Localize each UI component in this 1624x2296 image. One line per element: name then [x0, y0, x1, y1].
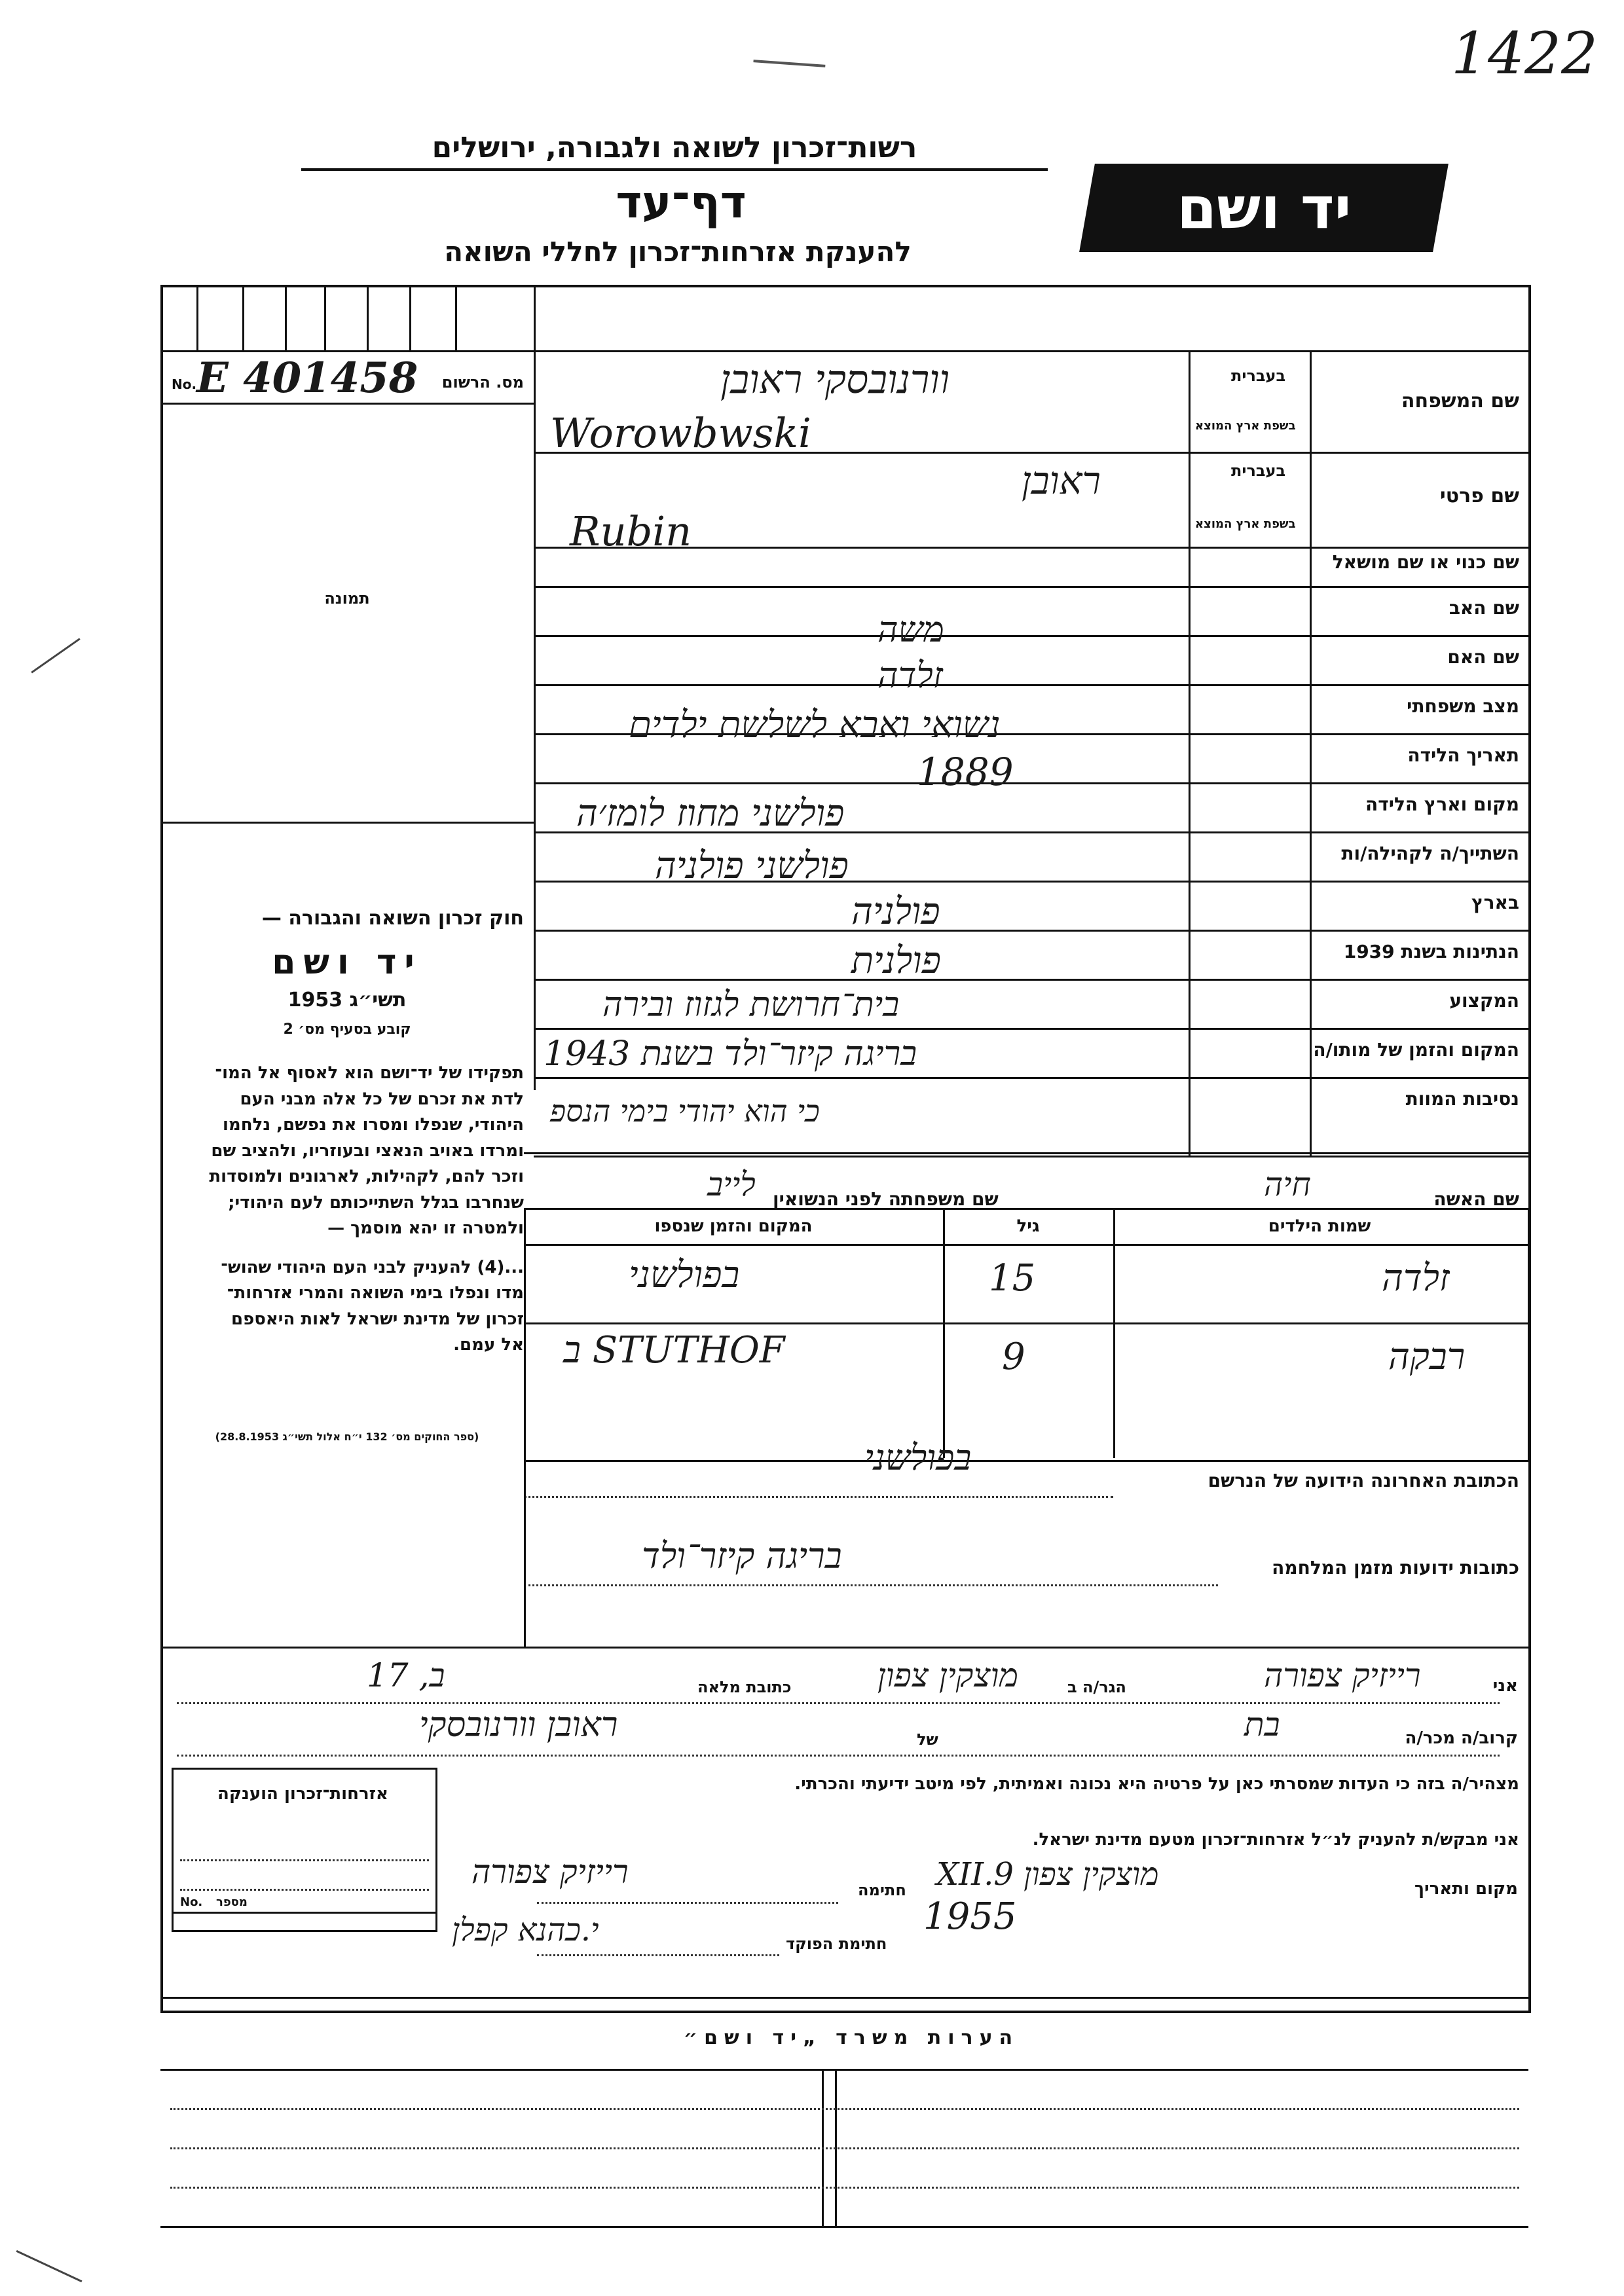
law-heading: חוק זכרון השואה והגבורה —: [261, 907, 524, 930]
table-row-child-1-name: זלדה: [1382, 1257, 1450, 1300]
citizenship-value: פולנית: [851, 939, 941, 982]
registration-no-label: No.: [172, 376, 197, 392]
law-line: ...(4) להעניק לבני העם היהודי שהוש־: [221, 1257, 524, 1277]
origin-label-2: בשפת ארץ המוצא: [1195, 517, 1296, 531]
place-date-label: מקום ותאריך: [1414, 1879, 1518, 1899]
certificate-no-label: No.: [180, 1895, 203, 1909]
last-address-label: הכתובת האחרונה הידועה של הנרשם: [1208, 1470, 1519, 1491]
form-subtitle: להענקת אזרחות־זכרון לחללי השואה: [444, 236, 912, 268]
first-name-hebrew: ראובן: [1022, 458, 1101, 503]
community-value: פולשני פולניה: [655, 845, 849, 887]
country-value: פולניה: [851, 890, 940, 933]
children-header-names: שמות הילדים: [1268, 1216, 1371, 1236]
wife-label: שם האשה: [1433, 1188, 1519, 1210]
request-text: אני מבקש/ת להעניק לנ״ל אזרחות־זכרון מטעם מדינת ישראל.: [1032, 1830, 1519, 1850]
profession-label: המקצוע: [1449, 990, 1519, 1011]
table-row-child-2-place: ב STUTHOF: [563, 1329, 785, 1372]
address-label: כתובת מלאה: [697, 1678, 792, 1696]
hebrew-label-2: בעברית: [1231, 462, 1286, 480]
father-value: משה: [877, 609, 944, 650]
logo-text: יד ושם: [1176, 174, 1352, 242]
family-name-hebrew: וורנובסקי ראובן: [720, 357, 950, 403]
of-value: ראובן וורנובסקי: [419, 1705, 618, 1745]
law-clause: קובע בסעיף מס׳ 2: [283, 1021, 411, 1038]
place-date-value: מוצקין צפון 9.XII: [936, 1856, 1159, 1893]
address-value: ב, 17: [367, 1656, 445, 1694]
wartime-address-label: כתובות ידועות מזמן המלחמה: [1272, 1557, 1519, 1578]
mother-label: שם האם: [1447, 646, 1519, 668]
marital-value: נשואי ואבא לשלשת ילדים: [629, 704, 1001, 746]
law-line: שנחרבו בגלל השתייכותם לעם היהודי;: [228, 1192, 524, 1212]
law-line: ומרדו באויב הנאצי ובעוזריו, ולהציב שם: [211, 1140, 524, 1161]
punch-mark: [753, 60, 826, 75]
community-label: השתייך/ה לקהילה/ות: [1341, 843, 1519, 864]
law-line: וזכר להם, לקהילות, לארגונים ולמוסדות: [209, 1167, 524, 1186]
nickname-label: שם כנוי או שם מושאל: [1332, 551, 1519, 573]
photo-label: תמונה: [324, 589, 370, 608]
signature-label: חתימה: [858, 1881, 906, 1899]
law-line: ולמטרה זו יהא מוסמך —: [327, 1218, 524, 1238]
table-row-child-1-age: 15: [989, 1257, 1036, 1300]
law-name: יד ושם: [272, 943, 422, 982]
birth-date-value: 1889: [917, 750, 1014, 794]
table-row-child-2-age: 9: [1002, 1336, 1025, 1378]
relation-value: בת: [1244, 1705, 1280, 1743]
profession-value: בית־חרושת לגזוז ובירה: [602, 985, 900, 1025]
law-line: אל עמם.: [453, 1335, 524, 1355]
declare-text: מצהיר/ה בזה כי העדות שמסרתי כאן על פרטיה היא נכונה ואמיתית, לפי מיטב ידיעתי והכרתי.: [794, 1774, 1519, 1794]
declarant-signature: רייזיק צפורה: [471, 1853, 629, 1891]
authority-line: רשות־זכרון לשואה ולגבורה, ירושלים: [301, 131, 1048, 171]
resident-value: מוצקין צפון: [877, 1656, 1019, 1694]
resident-label: הגר/ה ב: [1067, 1678, 1126, 1696]
country-label: בארץ: [1471, 892, 1519, 913]
hebrew-label-1: בעברית: [1231, 367, 1286, 385]
birth-place-value: פולשני מחוז לומז׳ה: [576, 792, 845, 835]
wife-value: חיה: [1264, 1165, 1311, 1203]
of-label: של: [917, 1730, 938, 1749]
children-header-age: גיל: [1016, 1216, 1040, 1236]
certificate-title: אזרחות־זכרון הוענקה: [217, 1784, 388, 1804]
table-row-child-2-name: רבקה: [1388, 1336, 1466, 1378]
year-value: 1955: [923, 1895, 1017, 1938]
first-name-origin: Rubin: [570, 507, 692, 555]
margin-mark: [16, 2250, 83, 2282]
officer-signature: י.כהנא קפלן: [452, 1912, 599, 1948]
registration-label: מס. הרשום: [441, 373, 524, 392]
children-header-place: המקום והזמן שנספו: [654, 1216, 813, 1236]
form-title: דף־עד: [616, 177, 747, 228]
birth-date-label: תאריך הלידה: [1407, 744, 1519, 766]
death-place-value: בריגה קיזר־ולד בשנת 1943: [544, 1034, 917, 1074]
wartime-address-value: בריגה קיזר־ולד: [642, 1535, 842, 1576]
relation-label: קרוב/ה מכר/ה: [1405, 1728, 1518, 1748]
archive-number: 1422: [1451, 20, 1598, 87]
office-notes-title: הערות משרד „יד ושם״: [683, 2026, 1020, 2049]
law-line: היהודי, שנפלו ומסרו את נפשם, נלחמו: [222, 1115, 524, 1135]
maiden-value: לייב: [707, 1165, 756, 1203]
law-line: תפקידו של יד־ושם הוא לאסוף אל המו־: [215, 1063, 524, 1083]
officer-signature-label: חתימת הפוקד: [786, 1935, 887, 1953]
death-cause-value: כי הוא יהודי בימי הנספ: [550, 1093, 820, 1129]
table-row-child-1-place: בפולשני: [629, 1254, 740, 1296]
father-label: שם האב: [1449, 597, 1519, 619]
death-place-label: המקום והזמן של מותו/ה: [1313, 1039, 1519, 1061]
law-source: (ספר החוקים מס׳ 132 י״ח אלול תשי״ג 28.8.1953): [215, 1430, 479, 1443]
citizenship-label: הנתינות בשנת 1939: [1343, 941, 1519, 962]
birth-place-label: מקום וארץ הלידה: [1365, 793, 1519, 815]
last-address-value: בפולשני: [864, 1437, 972, 1478]
law-year: תשי״ג 1953: [287, 989, 407, 1011]
law-line: לדת את זכרם של כל אלה מבני העם: [240, 1089, 524, 1109]
declarant-name: רייזיק צפורה: [1264, 1656, 1421, 1694]
registration-number: E 401458: [196, 354, 418, 403]
family-name-origin: Worowbwski: [550, 409, 811, 457]
death-cause-label: נסיבות המוות: [1405, 1088, 1519, 1110]
certificate-number-label: מספר: [216, 1895, 248, 1909]
declarant-i-label: אני: [1492, 1676, 1518, 1696]
law-line: זכרון של מדינת ישראל לאות היאספם: [231, 1309, 524, 1329]
law-body: [170, 1061, 524, 1358]
mother-value: זלדה: [877, 655, 943, 696]
yad-vashem-logo: [1079, 164, 1449, 252]
first-name-label: שם פרטי: [1439, 484, 1519, 507]
origin-label-1: בשפת ארץ המוצא: [1195, 419, 1296, 433]
maiden-label: שם משפחתה לפני הנשואין: [773, 1188, 999, 1210]
margin-mark: [31, 638, 80, 673]
marital-label: מצב משפחתי: [1407, 695, 1519, 717]
law-line: מדו ונפלו בימי השואה והמרי אזרחות־: [227, 1283, 524, 1303]
family-name-label: שם המשפחה: [1401, 390, 1519, 412]
